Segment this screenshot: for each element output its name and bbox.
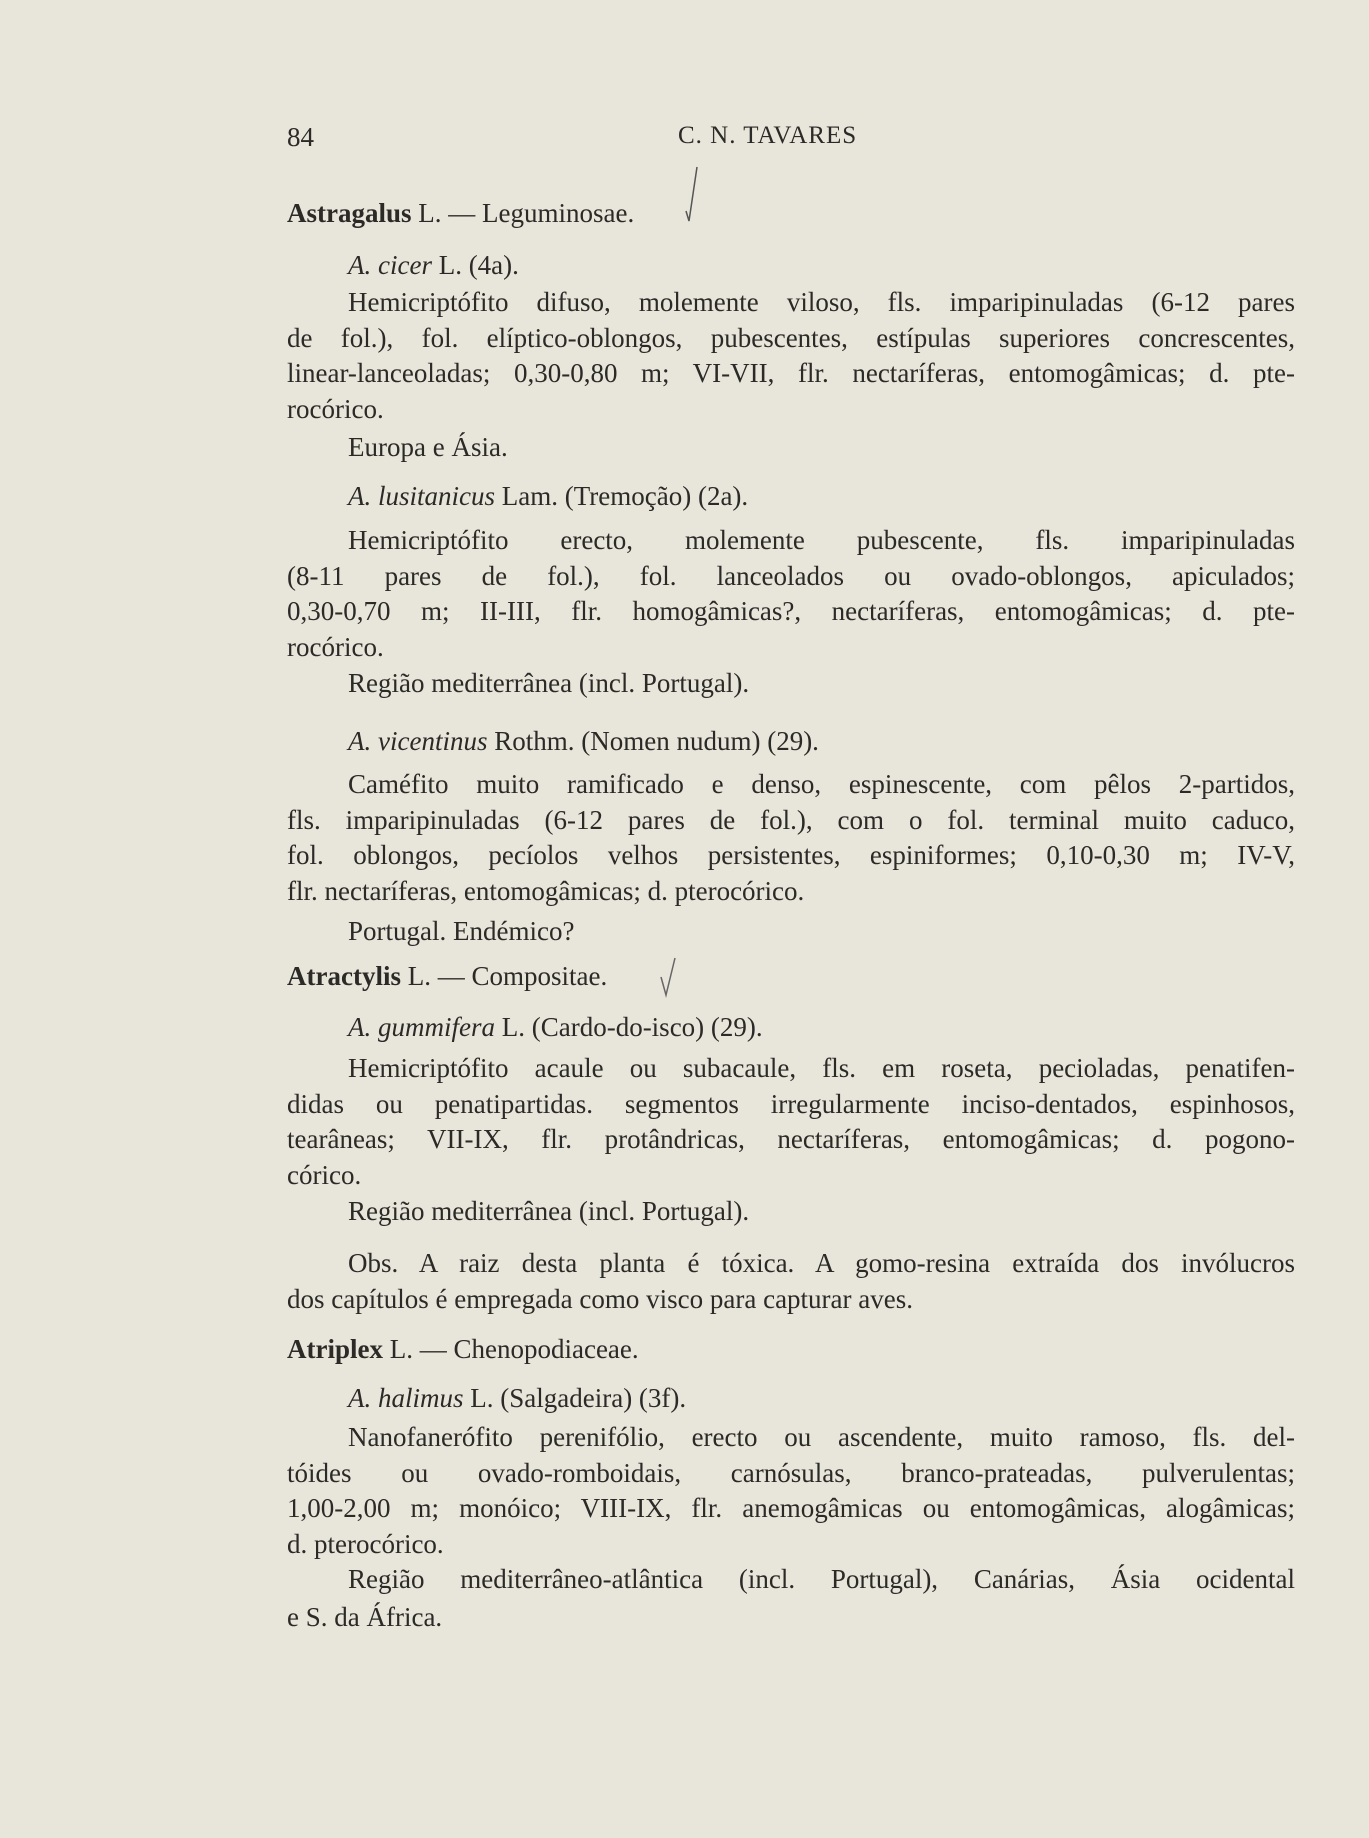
genus-heading [287,194,1295,232]
running-head: C. N. TAVARES [678,122,858,149]
genus-heading [287,1330,1295,1368]
genus-name: Astragalus [287,198,412,228]
species-description-line: linear-lanceoladas; 0,30-0,80 m; VI-VII, flr. nectaríferas, entomogâmicas; d. pte- [287,358,1295,388]
species-distribution-line: Europa e Ásia. [348,432,508,462]
species-distribution-line: e S. da África. [287,1602,443,1632]
species-distribution-line: Região mediterrânea (incl. Portugal). [348,668,750,698]
species-name: A. lusitanicus [348,481,495,511]
species-description-line: córico. [287,1159,362,1190]
species-description-line: 0,30-0,70 m; II-III, flr. homogâmicas?, nectaríferas, entomogâmicas; d. pte- [287,596,1295,626]
species-author-info: L. (4a). [431,250,519,280]
species-description-line: Hemicriptófito acaule ou subacaule, fls. em roseta, pecioladas, penatifen- [348,1053,1295,1083]
species-description-line: Caméfito muito ramificado e denso, espinescente, com pêlos 2-partidos, [348,769,1295,799]
species-author-info: L. (Cardo-do-isco) (29). [494,1012,763,1042]
genus-name: Atriplex [287,1334,383,1364]
species-description-line: Nanofanerófito perenifólio, erecto ou ascendente, muito ramoso, fls. del- [348,1422,1295,1452]
genus-author-family: L. — Compositae. [400,961,608,991]
species-description-line: (8-11 pares de fol.), fol. lanceolados ou ovado-oblongos, apiculados; [287,560,1295,591]
species-description-line: tóides ou ovado-romboidais, carnósulas, branco-prateadas, pulverulentas; [287,1457,1295,1488]
genus-name: Atractylis [287,961,401,991]
species-description-line: rocórico. [287,631,384,662]
species-note-line: Obs. A raiz desta planta é tóxica. A gomo-resina extraída dos invólucros [348,1248,1295,1278]
species-name: A. vicentinus [348,726,488,756]
species-description-line: tearâneas; VII-IX, flr. protândricas, nectaríferas, entomogâmicas; d. pogono- [287,1124,1295,1154]
species-heading [348,246,1295,284]
species-author-info: L. (Salgadeira) (3f). [463,1383,687,1413]
species-note-line: dos capítulos é empregada como visco para capturar aves. [287,1284,913,1314]
species-distribution-line: Região mediterrâneo-atlântica (incl. Portugal), Canárias, Ásia ocidental [348,1564,1295,1594]
species-description-line: fls. imparipinuladas (6-12 pares de fol.), com o fol. terminal muito caduco, [287,804,1295,835]
species-description-line: Hemicriptófito difuso, molemente viloso, fls. imparipinuladas (6-12 pares [348,287,1295,317]
species-distribution-line: Região mediterrânea (incl. Portugal). [348,1196,750,1226]
species-distribution-line: Portugal. Endémico? [348,916,575,946]
species-name: A. halimus [348,1383,464,1413]
species-description-line: didas ou penatipartidas. segmentos irregularmente inciso-dentados, espinhosos, [287,1088,1295,1119]
species-name: A. gummifera [348,1012,495,1042]
species-description-line: flr. nectaríferas, entomogâmicas; d. pterocórico. [287,875,805,906]
species-heading [348,1008,1295,1046]
species-description-line: fol. oblongos, pecíolos velhos persistentes, espiniformes; 0,10-0,30 m; IV-V, [287,840,1295,870]
species-heading [348,722,1295,760]
species-heading [348,477,1295,515]
species-description-line: rocórico. [287,393,384,424]
page-number: 84 [287,122,314,152]
species-author-info: Lam. (Tremoção) (2a). [495,481,749,511]
genus-author-family: L. — Leguminosae. [411,198,635,228]
species-name: A. cicer [348,250,432,280]
species-description-line: d. pterocórico. [287,1528,444,1559]
species-description-line: de fol.), fol. elíptico-oblongos, pubescentes, estípulas superiores concrescentes, [287,322,1295,353]
species-description-line: Hemicriptófito erecto, molemente pubescente, fls. imparipinuladas [348,525,1295,555]
species-heading [348,1379,1295,1417]
genus-author-family: L. — Chenopodiaceae. [382,1334,639,1364]
genus-heading [287,957,1295,995]
species-description-line: 1,00-2,00 m; monóico; VIII-IX, flr. anemogâmicas ou entomogâmicas, alogâmicas; [287,1493,1295,1523]
species-author-info: Rothm. (Nomen nudum) (29). [487,726,819,756]
